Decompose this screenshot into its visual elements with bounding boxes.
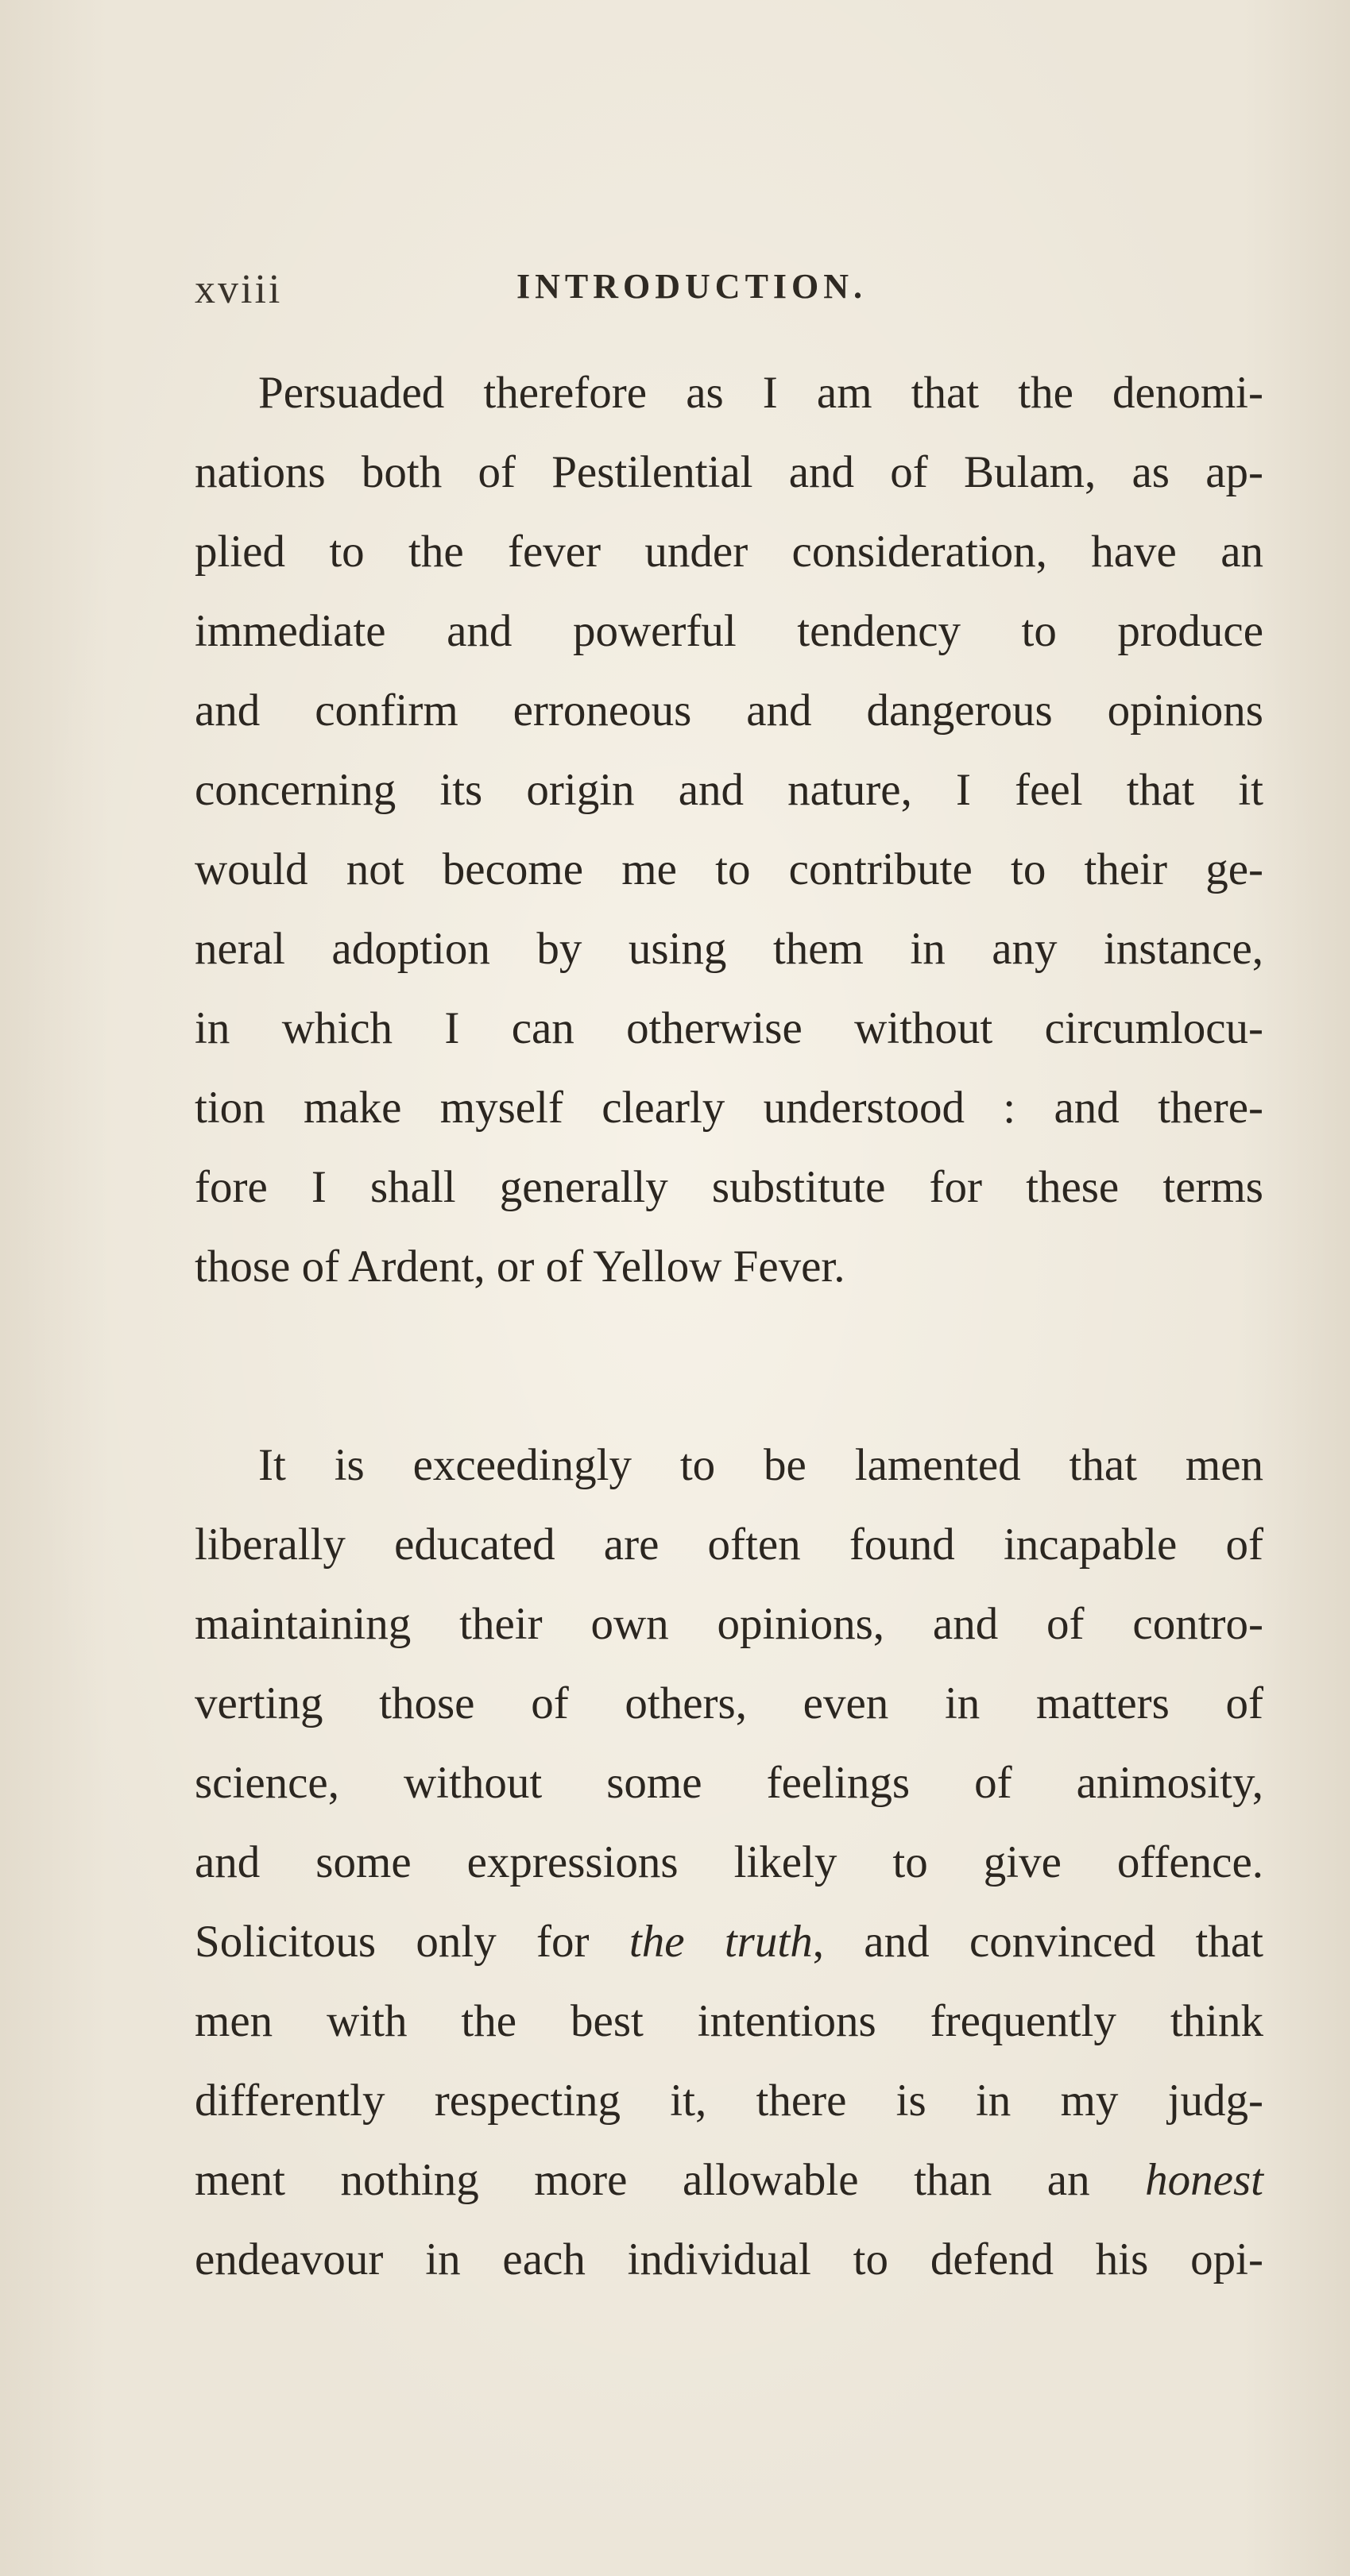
text-line: plied to the fever under consideration, have an <box>195 527 1263 577</box>
running-head: INTRODUCTION. <box>516 267 868 306</box>
paragraph-1 <box>195 353 1263 1307</box>
text-line: liberally educated are often found incapable of <box>195 1520 1263 1570</box>
text-line: immediate and powerful tendency to produce <box>195 606 1263 656</box>
emphasis-text: honest <box>1145 2155 1263 2205</box>
text-line-with-emphasis <box>195 1902 1263 1982</box>
text-line: neral adoption by using them in any instance, <box>195 924 1263 974</box>
text-line: and confirm erroneous and dangerous opinions <box>195 686 1263 736</box>
text-line: fore I shall generally substitute for these terms <box>195 1162 1263 1212</box>
text-line: science, without some feelings of animosity, <box>195 1758 1263 1808</box>
page-number: xviii <box>195 267 283 312</box>
body-text <box>195 353 1263 2300</box>
text-line: It is exceedingly to be lamented that men <box>258 1440 1263 1490</box>
text-line: verting those of others, even in matters of <box>195 1678 1263 1728</box>
text-line: maintaining their own opinions, and of contro- <box>195 1599 1263 1649</box>
text-line: endeavour in each individual to defend his opi- <box>195 2234 1263 2284</box>
text-segment: , and convinced that <box>812 1917 1263 1967</box>
paragraph-2 <box>195 1426 1263 2300</box>
text-line: men with the best intentions frequently think <box>195 1996 1263 2046</box>
text-segment: ment nothing more allowable than an <box>195 2155 1146 2205</box>
text-line: Persuaded therefore as I am that the denomi- <box>258 368 1263 418</box>
text-line: those of Ardent, or of Yellow Fever. <box>195 1242 845 1292</box>
page-header <box>195 266 1116 330</box>
emphasis-text: the truth <box>629 1917 813 1967</box>
text-line: concerning its origin and nature, I feel that it <box>195 765 1263 815</box>
text-line: in which I can otherwise without circumlocu- <box>195 1003 1263 1053</box>
text-line: differently respecting it, there is in my judg- <box>195 2076 1263 2126</box>
text-line: and some expressions likely to give offence. <box>195 1837 1263 1887</box>
text-line-with-emphasis <box>195 2141 1263 2220</box>
text-line: tion make myself clearly understood : and there- <box>195 1083 1263 1133</box>
text-line: nations both of Pestilential and of Bulam, as ap- <box>195 447 1263 497</box>
text-segment: Solicitous only for <box>195 1917 629 1967</box>
text-line: would not become me to contribute to their ge- <box>195 844 1263 894</box>
